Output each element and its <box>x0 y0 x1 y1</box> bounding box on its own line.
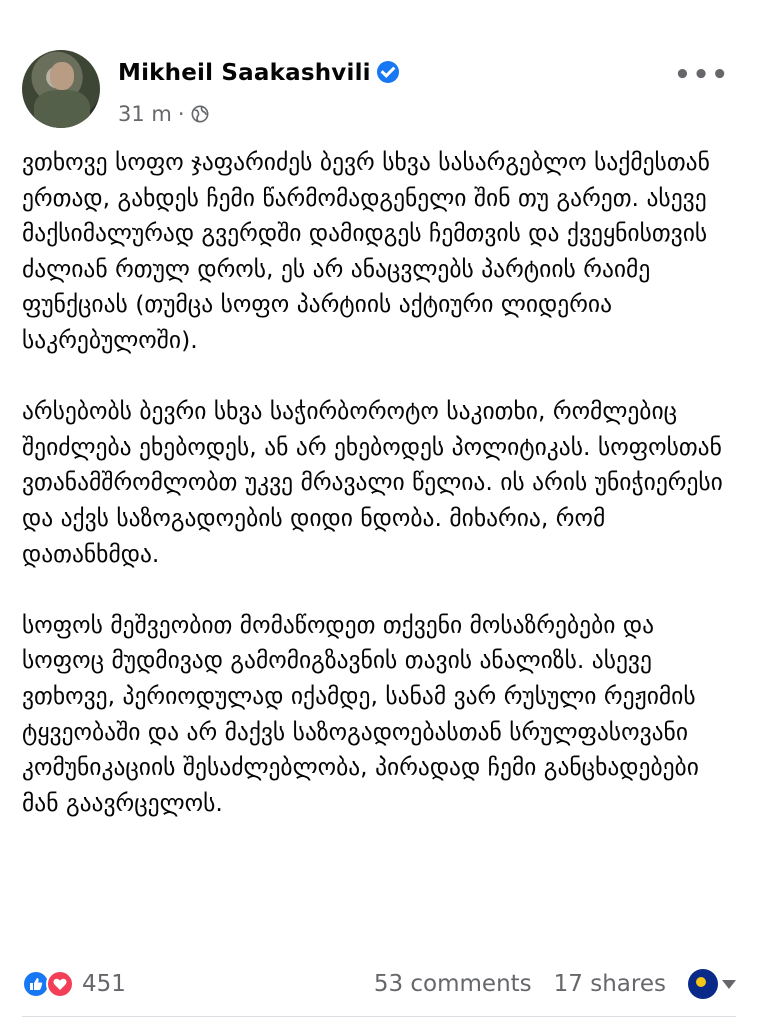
love-reaction-icon <box>46 970 74 998</box>
shares-count[interactable]: 17 shares <box>553 971 666 997</box>
author-name-text[interactable]: Mikheil Saakashvili <box>118 60 371 86</box>
page-avatar-icon <box>688 969 718 999</box>
comments-count[interactable]: 53 comments <box>373 971 532 997</box>
post-paragraph: არსებობს ბევრი სხვა საჭირბოროტო საკითხი, რომლებიც შეიძლება ეხებოდეს, ან არ ეხებოდეს პოლიტიკას. სოფოსთან ვთანამშრომლობთ უკვე მრავალი წელია. ის არის უნიჭიერესი და აქვს საზოგადოების დიდი ნდობა. მიხარია, რომ დათანხმდა. <box>22 397 723 568</box>
post-paragraph: ვთხოვე სოფო ჯაფარიძეს ბევრ სხვა სასარგებლო საქმესთან ერთად, გახდეს ჩემი წარმომადგენელი შინ თუ გარეთ. ასევე მაქსიმალურად გვერდში დამიდგეს ჩემთვის და ქვეყნისთვის ძალიან რთულ დროს, ეს არ ანაცვლებს პარტიის რაიმე ფუნქციას (თუმცა სოფო პარტიის აქტიური ლიდერია საკრებულოში). <box>22 148 710 354</box>
reactions[interactable] <box>22 968 78 1000</box>
verified-badge-icon <box>377 61 399 83</box>
post-paragraph: სოფოს მეშვეობით მომაწოდეთ თქვენი მოსაზრებები და სოფოც მუდმივად გამომიგზავნის თავის ანალიზს. ასევე ვთხოვე, პერიოდულად იქამდე, სანამ ვარ რუსული რეჟიმის ტყვეობაში და არ მაქვს საზოგადოებასთან სრულფასოვანი კომუნიკაციის შესაძლებლობა, პირადად ჩემი განცხადებები მან გაავრცელოს. <box>22 610 699 817</box>
meta-separator: · <box>177 102 185 126</box>
post-meta <box>118 102 209 126</box>
post-text <box>22 145 738 857</box>
reactions-count[interactable]: 451 <box>82 971 126 997</box>
more-options-icon[interactable]: ••• <box>674 60 730 90</box>
divider <box>22 1016 736 1017</box>
post-footer <box>22 964 736 1004</box>
react-as-selector[interactable] <box>688 969 736 999</box>
globe-icon <box>191 105 209 123</box>
author-name[interactable] <box>118 60 399 86</box>
chevron-down-icon <box>722 980 736 989</box>
post-header <box>22 46 736 132</box>
avatar[interactable] <box>22 50 100 128</box>
post-time[interactable]: 31 m <box>118 102 172 126</box>
